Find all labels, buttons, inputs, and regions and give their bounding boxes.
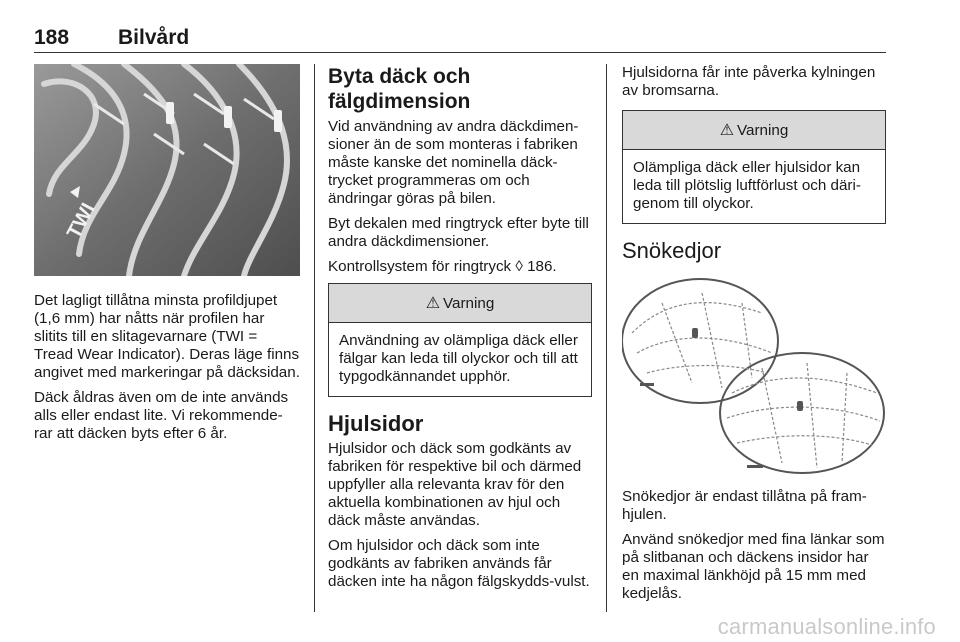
paragraph: Det lagligt tillåtna minsta profildjupet (1,6 mm) har nåtts när profilen har slitits till en slitagevarnare (TWI = Tread Wear Indicator). Deras läge finns angivet med markeringar på däcksidan. [34, 292, 300, 381]
warning-header [623, 111, 885, 150]
snow-chains-illustration [622, 273, 886, 478]
warning-header [329, 284, 591, 323]
warning-triangle-icon: ⚠ [719, 122, 735, 139]
column-2 [328, 64, 592, 598]
warning-triangle-icon: ⚠ [425, 295, 441, 312]
heading-hubcaps: Hjulsidor [328, 411, 424, 436]
paragraph: Däck åldras även om de inte används alls eller endast lite. Vi rekommende-rar att däcken byts efter 6 år. [34, 389, 289, 442]
paragraph: Kontrollsystem för ringtryck ◊ 186. [328, 258, 557, 275]
watermark: carmanualsonline.info [717, 614, 936, 639]
page-header [34, 26, 886, 53]
column-divider-2 [606, 64, 607, 612]
paragraph: Byt dekalen med ringtryck efter byte till andra däckdimensioner. [328, 215, 589, 250]
warning-title: Varning [443, 294, 495, 312]
warning-text: Användning av olämpliga däck eller fälgar kan leda till olyckor och till att typgodkännandet upphör. [339, 332, 578, 385]
paragraph: Hjulsidor och däck som godkänts av fabriken för respektive bil och därmed uppfyller alla relevanta krav för den aktuella kombinationen av hjul och däck måste användas. [328, 440, 582, 529]
column-3 [622, 64, 886, 610]
section-title: Bilvård [118, 26, 190, 49]
heading-tire-change: Byta däck och fälgdimension [328, 65, 471, 113]
warning-title: Varning [737, 121, 789, 139]
page-number: 188 [34, 26, 70, 49]
paragraph: Hjulsidorna får inte påverka kylningen av bromsarna. [622, 64, 876, 99]
twi-label: TWI [62, 199, 100, 243]
warning-box [622, 110, 886, 224]
heading-snow-chains: Snökedjor [622, 238, 722, 263]
paragraph: Vid användning av andra däckdimen-sioner än de som monteras i fabriken måste kanske det nominella däck-trycket programmeras om och ändringar göras på bilen. [328, 118, 579, 207]
column-1 [34, 64, 300, 450]
warning-box [328, 283, 592, 397]
warning-text: Olämpliga däck eller hjulsidor kan leda till plötslig luftförlust och däri-genom till olyckor. [633, 159, 861, 212]
paragraph: Använd snökedjor med fina länkar som på slitbanan och däckens insidor har en maximal länkhöjd på 15 mm med kedjelås. [622, 531, 885, 602]
paragraph: Snökedjor är endast tillåtna på fram-hjulen. [622, 488, 867, 523]
column-divider-1 [314, 64, 315, 612]
paragraph: Om hjulsidor och däck som inte godkänts av fabriken används får däcken inte ha någon fälgskydds-vulst. [328, 537, 590, 590]
tire-tread-illustration [34, 64, 300, 276]
